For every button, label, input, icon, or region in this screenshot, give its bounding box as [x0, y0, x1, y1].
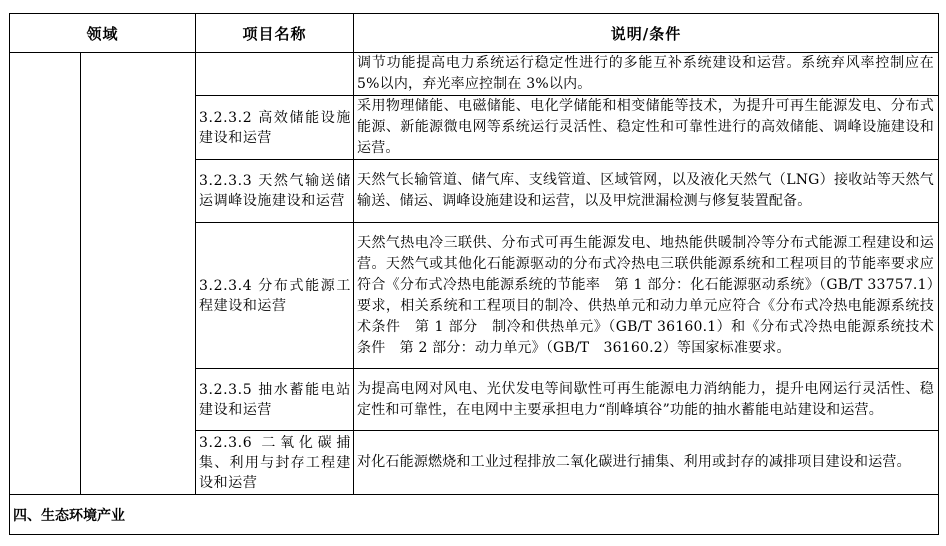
section-heading: 四、生态环境产业 [10, 495, 939, 535]
header-project-name: 项目名称 [196, 14, 354, 53]
description-cell: 采用物理储能、电磁储能、电化学储能和相变储能等技术，为提升可再生能源发电、分布式能源、新能源微电网等系统运行灵活性、稳定性和可靠性进行的高效储能、调峰设施建设和运营。 [354, 96, 939, 160]
description-cell: 为提高电网对风电、光伏发电等间歇性可再生能源电力消纳能力，提升电网运行灵活性、稳定性和可靠性，在电网中主要承担电力“削峰填谷”功能的抽水蓄能电站建设和运营。 [354, 369, 939, 431]
field-level2-cell [81, 53, 196, 495]
description-cell: 天然气热电冷三联供、分布式可再生能源发电、地热能供暖制冷等分布式能源工程建设和运营。天然气或其他化石能源驱动的分布式冷热电三联供能源系统和工程项目的节能率要求应符合《分布式冷热电能源系统的节能率 第 1 部分：化石能源驱动系统》（GB/T 33757.1）要求，相关系统和工程项目的制冷、供热单元和动力单元应符合《分布式冷热电能源系统技术条件 第 1 部分 制冷和供热单元》（GB/T 36160.1）和《分布式冷热电能源系统技术条件 第 2 部分：动力单元》（GB/T 36160.2）等国家标准要求。 [354, 223, 939, 369]
project-name-cell: 3.2.3.4 分布式能源工程建设和运营 [196, 223, 354, 369]
table-row [10, 53, 939, 96]
project-name-cell: 3.2.3.2 高效储能设施建设和运营 [196, 96, 354, 160]
table-header-row [10, 14, 939, 53]
section-heading-row [10, 495, 939, 535]
header-field: 领域 [10, 14, 196, 53]
project-name-cell: 3.2.3.3 天然气输送储运调峰设施建设和运营 [196, 160, 354, 223]
header-description: 说明/条件 [354, 14, 939, 53]
project-name-cell: 3.2.3.6 二氧化碳捕集、利用与封存工程建设和运营 [196, 431, 354, 495]
description-cell: 天然气长输管道、储气库、支线管道、区域管网，以及液化天然气（LNG）接收站等天然气输送、储运、调峰设施建设和运营，以及甲烷泄漏检测与修复装置配备。 [354, 160, 939, 223]
project-name-cell: 3.2.3.5 抽水蓄能电站建设和运营 [196, 369, 354, 431]
field-level1-cell [10, 53, 81, 495]
description-cell: 对化石能源燃烧和工业过程排放二氧化碳进行捕集、利用或封存的减排项目建设和运营。 [354, 431, 939, 495]
catalog-table [9, 13, 939, 535]
description-cell: 调节功能提高电力系统运行稳定性进行的多能互补系统建设和运营。系统弃风率控制应在 5%以内，弃光率应控制在 3%以内。 [354, 53, 939, 96]
project-name-cell [196, 53, 354, 96]
